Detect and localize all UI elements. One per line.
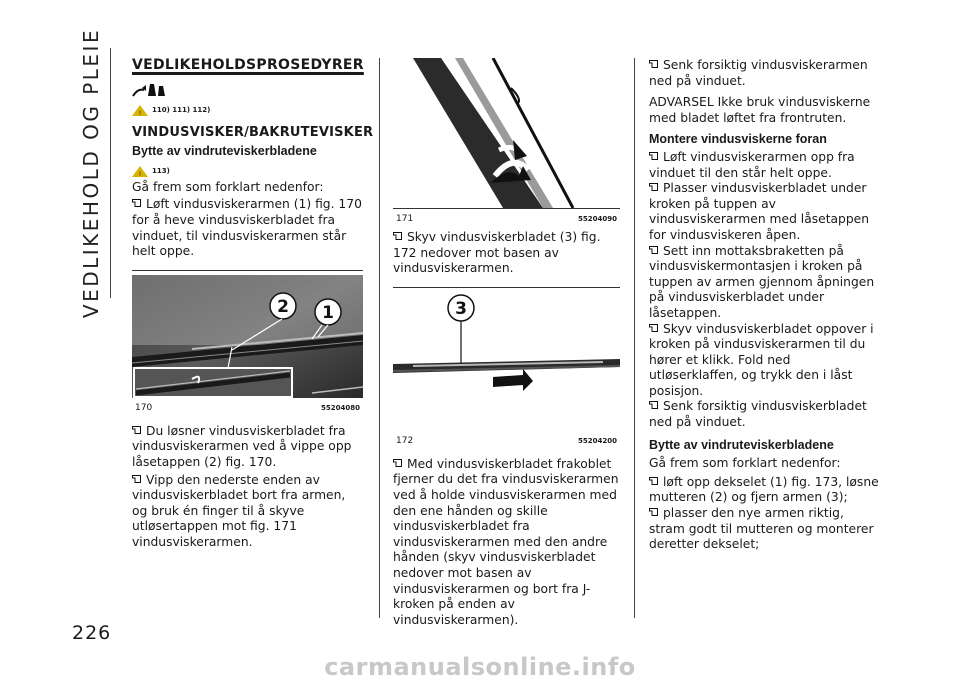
page-number: 226 bbox=[72, 622, 112, 644]
step-text: løft opp dekselet (1) fig. 173, løsne mutteren (2) og fjern armen (3); bbox=[649, 474, 879, 505]
step-text: Skyv vindusviskerbladet (3) fig. 172 nedover mot basen av vindusviskerarmen. bbox=[393, 230, 601, 276]
step-text: Sett inn mottaksbraketten på vindusviskermontasjen i kroken på tuppen av armen gjennom åpningen på vindusviskerbladet under låsetappen. bbox=[649, 243, 875, 320]
bullet-tab-icon bbox=[393, 232, 402, 240]
figure-number: 170 bbox=[135, 402, 153, 413]
figure-top-rule bbox=[393, 287, 620, 288]
step-item bbox=[649, 399, 881, 430]
figure-172-illustration bbox=[393, 291, 620, 431]
figure-code: 55204080 bbox=[321, 403, 360, 412]
warning-refs bbox=[132, 103, 363, 114]
figure-172 bbox=[393, 287, 620, 448]
step-item bbox=[649, 475, 881, 506]
step-item bbox=[649, 150, 881, 181]
bullet-tab-icon bbox=[649, 183, 658, 191]
bullet-tab-icon bbox=[132, 199, 141, 207]
step-item bbox=[649, 58, 881, 89]
step-text: Skyv vindusviskerbladet oppover i kroken på vindusviskerarmen til du hører et klikk. Fold ned utløserklaffen, og trykk den i låst posisjon. bbox=[649, 321, 874, 398]
step-item bbox=[393, 230, 620, 277]
callout-2: 2 bbox=[277, 296, 289, 317]
step-text: Du løsner vindusviskerbladet fra vindusviskerarmen ved å vippe opp låsetappen (2) fig. 170. bbox=[132, 423, 352, 469]
step-text: Løft vindusviskerarmen opp fra vinduet til den står helt oppe. bbox=[649, 149, 855, 180]
column-1 bbox=[132, 57, 374, 551]
bullet-tab-icon bbox=[649, 152, 658, 160]
figure-171-illustration bbox=[393, 58, 620, 208]
step-text: Med vindusviskerbladet frakoblet fjerner du det fra vindusviskerarmen ved å holde vindusviskerarmen med den ene hånden og skille vindusviskerbladet fra vindusviskerarmen med den andre hånden (skyv vindusviskerbladet nedover mot basen av vindusviskerarmen og bort fra J-kroken på enden av vindusviskerarmen). bbox=[393, 456, 619, 627]
callout-3: 3 bbox=[455, 298, 467, 319]
mount-heading: Montere vindusviskerne foran bbox=[649, 132, 827, 147]
bullet-tab-icon bbox=[393, 459, 402, 467]
warning-ref-numbers: 113) bbox=[152, 166, 170, 175]
step-text: Senk forsiktig vindusviskerbladet ned på vinduet. bbox=[649, 399, 867, 430]
bullet-tab-icon bbox=[649, 324, 658, 332]
section-heading: VEDLIKEHOLDSPROSEDYRER bbox=[132, 57, 364, 73]
step-item bbox=[649, 244, 881, 322]
bullet-tab-icon bbox=[649, 246, 658, 254]
figure-top-rule bbox=[132, 270, 363, 271]
bullet-tab-icon bbox=[649, 477, 658, 485]
column-divider bbox=[634, 58, 635, 618]
figure-code: 55204090 bbox=[578, 215, 617, 223]
step-text: Løft vindusviskerarmen (1) fig. 170 for å heve vindusviskerbladet fra vinduet, til vindusviskerarmen står helt oppe. bbox=[132, 197, 362, 259]
figure-bottom-rule bbox=[393, 208, 620, 209]
warning-refs bbox=[132, 164, 363, 178]
intro-text: Gå frem som forklart nedenfor: bbox=[132, 179, 324, 194]
warning-text: ADVARSEL Ikke bruk vindusviskerne med bladet løftet fra frontruten. bbox=[649, 95, 871, 125]
step-item bbox=[132, 197, 363, 259]
warning-triangle-icon bbox=[132, 166, 148, 177]
warning-ref-numbers: 110) 111) 112) bbox=[152, 105, 211, 114]
subheading: VINDUSVISKER/BAKRUTEVISKER bbox=[132, 124, 374, 140]
step-item bbox=[393, 457, 620, 629]
step-text: Senk forsiktig vindusviskerarmen ned på vinduet. bbox=[649, 58, 868, 88]
section-title-vertical bbox=[71, 27, 111, 319]
step-text: Vipp den nederste enden av vindusviskerbladet bort fra armen, og bruk én finger til å skyve utløsertappen mot fig. 171 vindusviskerarmen. bbox=[132, 472, 346, 549]
figure-171 bbox=[393, 58, 620, 226]
step-text: plasser den nye armen riktig, stram godt til mutteren og monterer deretter dekselet; bbox=[649, 506, 874, 552]
bullet-tab-icon bbox=[649, 508, 658, 516]
step-text: Plasser vindusviskerbladet under kroken på tuppen av vindusviskerarmen med låsetappen for vindusviskeren åpen. bbox=[649, 181, 870, 242]
wiper-service-icon bbox=[132, 82, 363, 98]
figure-170 bbox=[132, 270, 363, 415]
figure-caption bbox=[132, 401, 363, 415]
watermark-footer[interactable]: carmanualsonline.info bbox=[324, 653, 636, 681]
section-title-text: VEDLIKEHOLD OG PLEIE bbox=[79, 27, 103, 319]
figure-number: 172 bbox=[396, 435, 414, 446]
step-item bbox=[649, 506, 881, 553]
replace-heading: Bytte av vindruteviskerbladene bbox=[649, 437, 834, 452]
intro-text: Gå frem som forklart nedenfor: bbox=[649, 456, 841, 471]
bullet-tab-icon bbox=[132, 426, 141, 434]
column-divider bbox=[379, 58, 380, 618]
bullet-tab-icon bbox=[649, 401, 658, 409]
figure-code: 55204200 bbox=[578, 436, 617, 445]
warning-triangle-icon bbox=[132, 105, 148, 116]
column-3 bbox=[649, 58, 881, 553]
figure-caption bbox=[393, 434, 620, 448]
section-title-rule bbox=[110, 48, 111, 298]
figure-170-illustration bbox=[132, 275, 363, 398]
subsubheading: Bytte av vindruteviskerbladene bbox=[132, 144, 317, 159]
step-item bbox=[132, 473, 363, 551]
figure-number: 171 bbox=[396, 214, 414, 224]
step-item bbox=[132, 424, 363, 471]
step-item bbox=[649, 322, 881, 400]
bullet-tab-icon bbox=[132, 475, 141, 483]
svg-text:!: ! bbox=[138, 109, 142, 116]
bullet-tab-icon bbox=[649, 60, 658, 68]
svg-text:!: ! bbox=[138, 171, 142, 178]
column-2 bbox=[393, 58, 620, 628]
figure-caption bbox=[393, 212, 620, 226]
step-item bbox=[649, 181, 881, 243]
callout-1: 1 bbox=[322, 302, 334, 323]
